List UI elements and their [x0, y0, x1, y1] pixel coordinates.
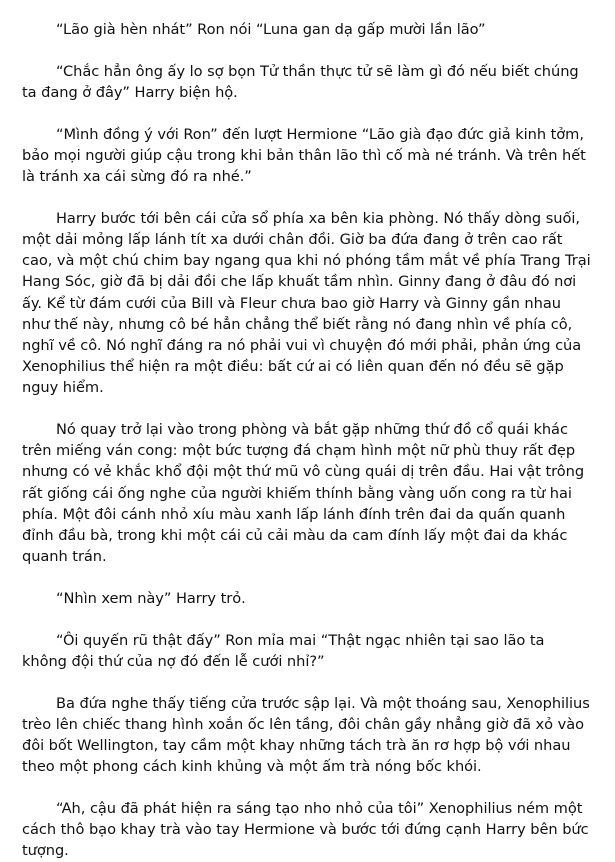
paragraph-xenophilius-creation: “Ah, cậu đã phát hiện ra sáng tạo nho nhỏ của tôi” Xenophilius ném một cách thô bạo khay trà vào tay Hermione và bước tới đứng cạnh Harry bên bức tượng.: [22, 799, 589, 860]
paragraph-look-here: “Nhìn xem này” Harry trỏ.: [56, 589, 246, 607]
paragraph-ron-mocks: “Ôi quyến rũ thật đấy” Ron mỉa mai “Thật ngạc nhiên tại sao lão ta không đội thứ của nợ đó đến lễ cưới nhỉ?”: [22, 631, 545, 670]
paragraph-statue: Nó quay trở lại vào trong phòng và bắt gặp những thứ đồ cổ quái khác trên miếng ván cong: một bức tượng đá chạm hình một nữ phù thuy rất đẹp nhưng có vẻ khắc khổ đội một thứ mũ vô cùng quái dị trên đầu. Hai vật trông rất giống cái ống nghe của người khiếm thính bằng vàng uốn cong ra từ hai phía. Một đôi cánh nhỏ xíu màu xanh lấp lánh đính trên đai da quấn quanh đỉnh đầu bà, trong khi một cái củ cải màu da cam đính lấy một đai da khác quanh trán.: [22, 421, 585, 566]
paragraph-harry-defends: “Chắc hẳn ông ấy lo sợ bọn Tử thần thực tử sẽ làm gì đó nếu biết chúng ta đang ở đây” Harry biện hộ.: [22, 62, 579, 101]
paragraph-ron-coward: “Lão già hèn nhát” Ron nói “Luna gan dạ gấp mười lần lão”: [56, 21, 486, 38]
paragraph-hermione-agrees: “Mình đồng ý với Ron” đến lượt Hermione “Lão già đạo đức giả kinh tởm, bảo mọi người giúp cậu trong khi bản thân lão thì cố mà né tránh. Và trên hết là tránh xa cái sừng đó ra nhé.”: [22, 125, 586, 186]
paragraph-harry-window: Harry bước tới bên cái cửa sổ phía xa bên kia phòng. Nó thấy dòng suối, một dải mỏng lấp lánh tít xa dưới chân đồi. Giờ ba đứa đang ở trên cao rất cao, và một chú chim bay ngang qua khi nó phóng tầm mắt về phía Trang Trại Hang Sóc, giờ đã bị dải đồi che lấp khuất tầm nhìn. Ginny đang ở đâu đó nơi ấy. Kể từ đám cưới của Bill và Fleur chưa bao giờ Harry và Ginny gần nhau như thế này, nhưng cô bé hẳn chẳng thể biết rằng nó đang nhìn về phía cô, nghĩ về cô. Nó nghĩ đáng ra nó phải vui vì chuyện đó mới phải, phản ứng của Xenophilius thể hiện ra một điều: bất cứ ai có liên quan đến nó đều sẽ gặp nguy hiểm.: [22, 209, 591, 397]
paragraph-xenophilius-returns: Ba đứa nghe thấy tiếng cửa trước sập lại. Và một thoáng sau, Xenophilius trèo lên chiếc thang hình xoắn ốc lên tầng, đôi chân gầy nhẳng giờ đã xỏ vào đôi bốt Wellington, tay cầm một khay những tách trà ăn rơ hợp bộ với nhau theo một phong cách kinh khủng và một ấm trà nóng bốc khói.: [22, 694, 590, 776]
